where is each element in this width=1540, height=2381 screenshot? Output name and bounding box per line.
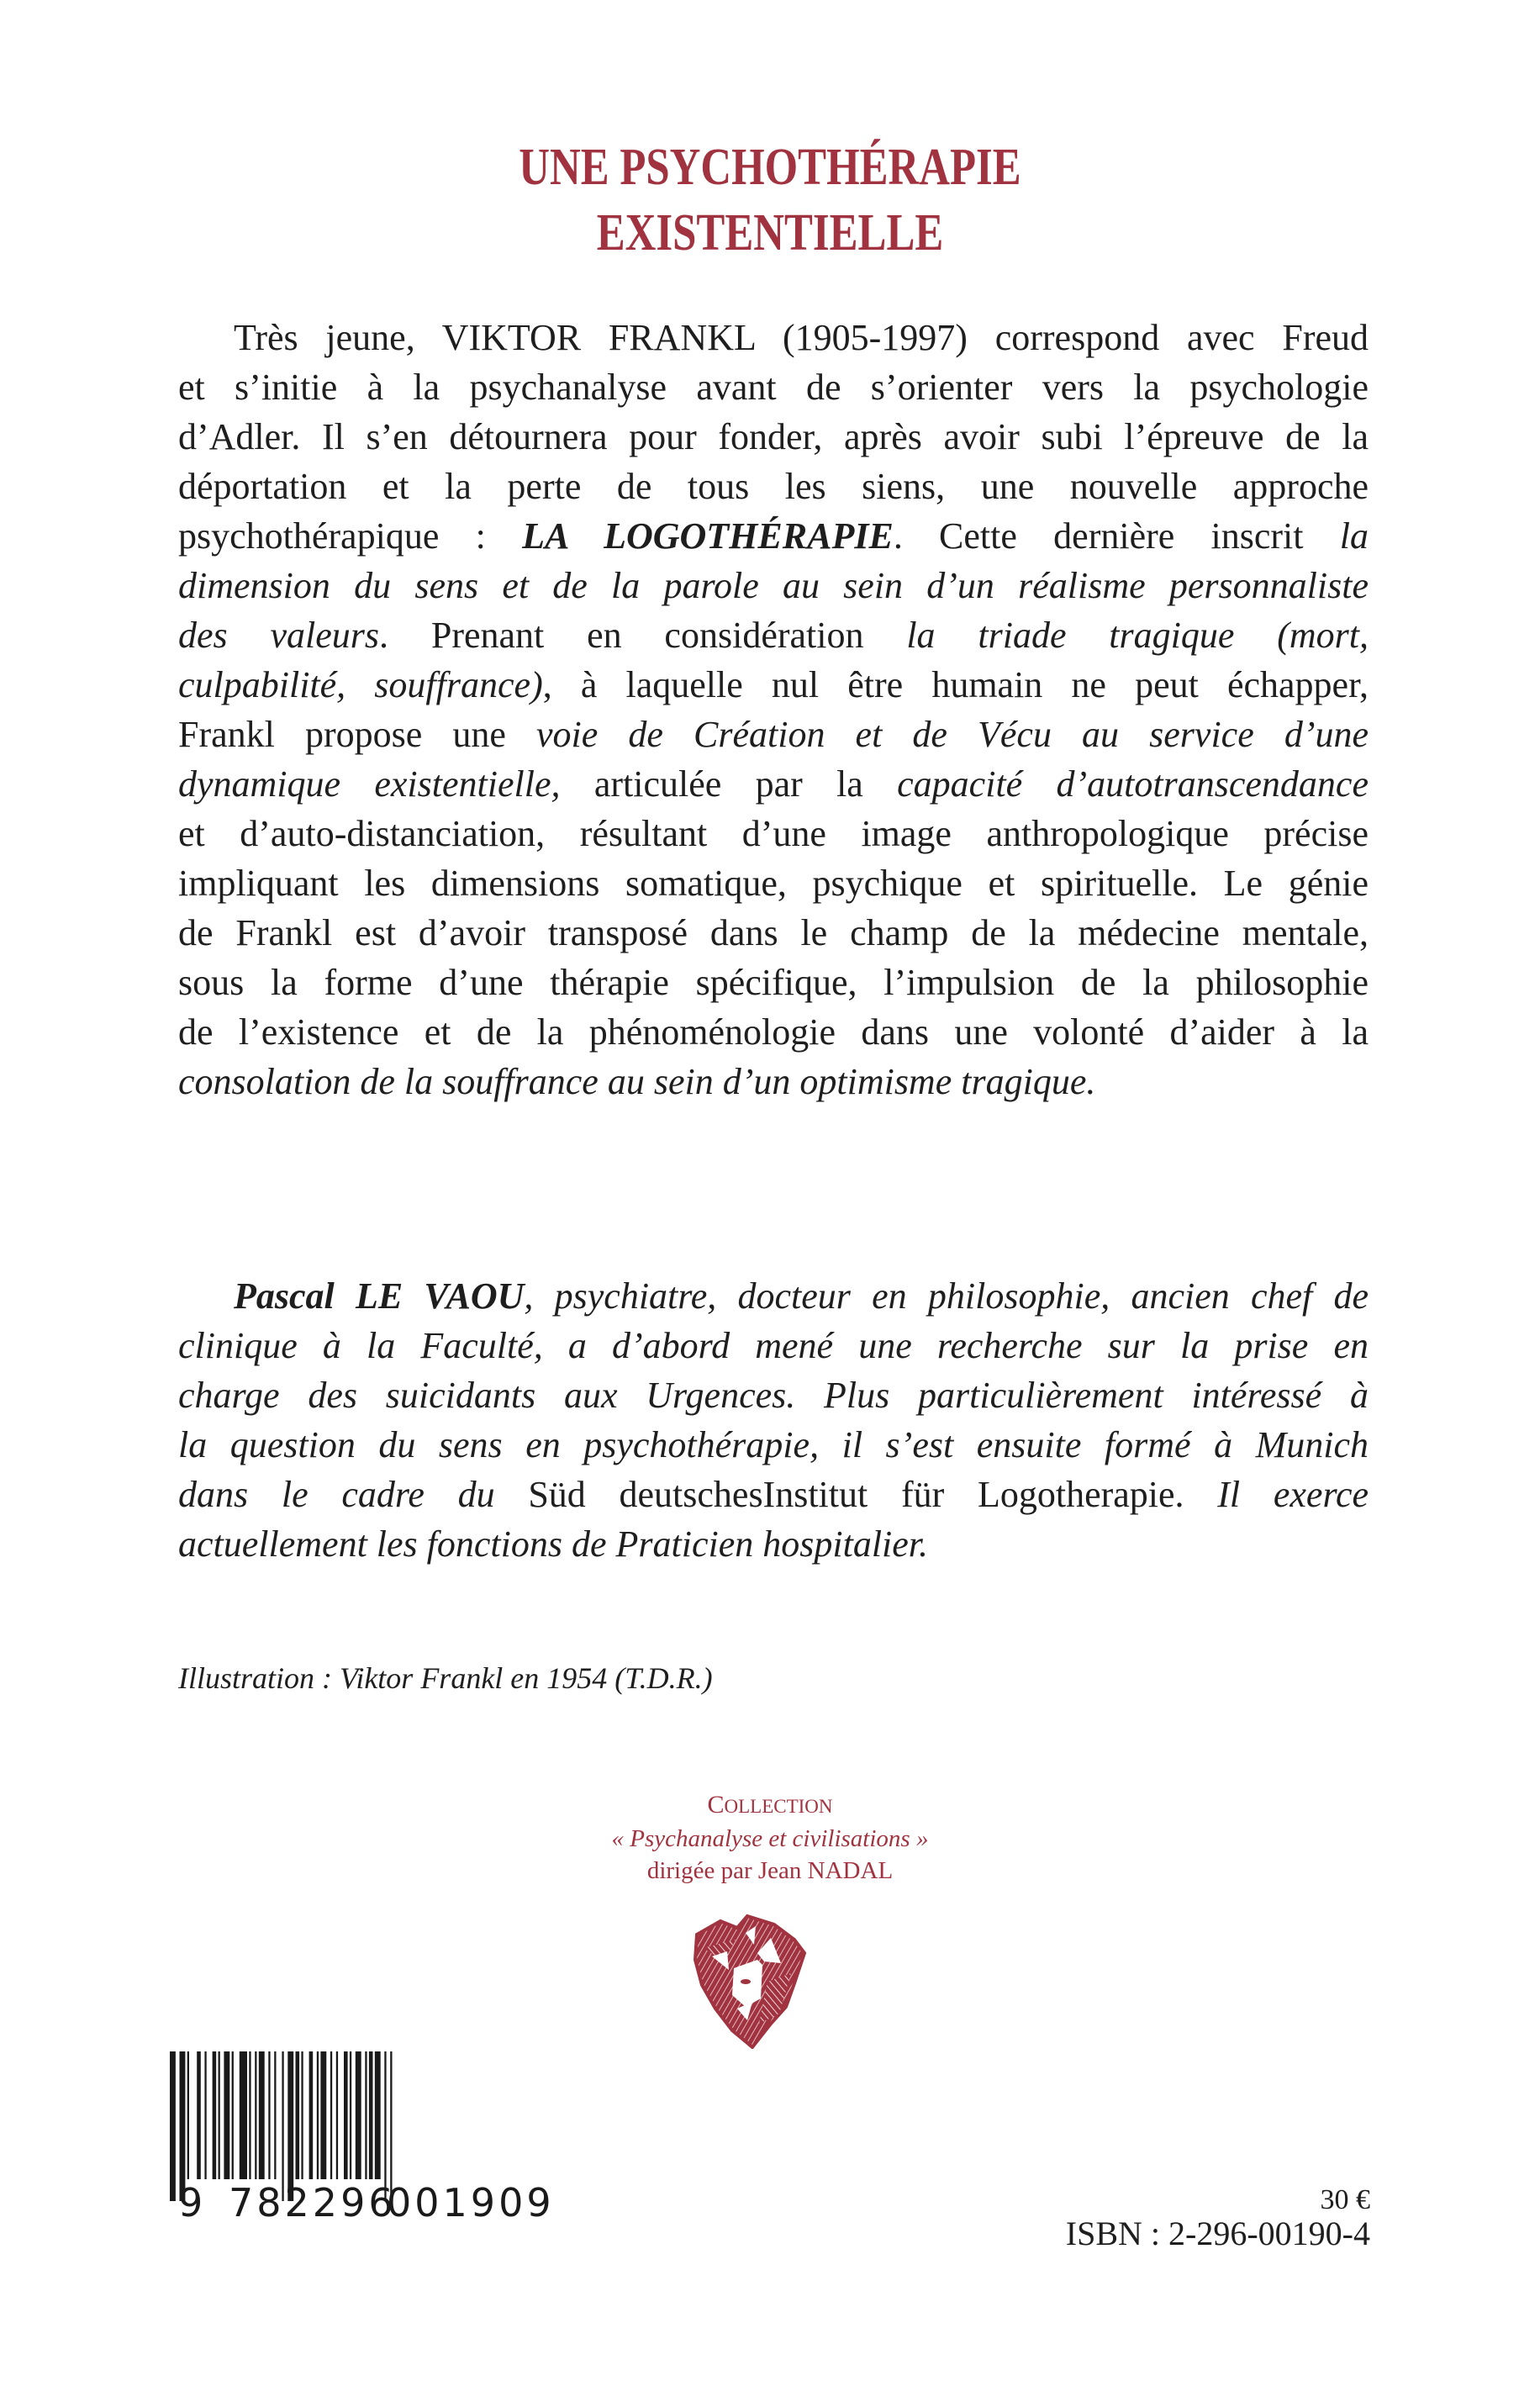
- price: 30 €: [1320, 2184, 1370, 2215]
- text-line: dans le cadre du Süd deutschesInstitut für Logotherapie. Il exerce: [178, 1474, 1369, 1515]
- barcode-first-digit: 9: [178, 2180, 203, 2225]
- text-line: culpabilité, souffrance), à laquelle nul être humain ne peut échapper,: [178, 664, 1369, 705]
- text-line: Très jeune, VIKTOR FRANKL (1905-1997) correspond avec Freud: [234, 317, 1369, 358]
- book-summary: [178, 313, 1369, 1106]
- collection-info: [602, 1789, 938, 1887]
- text-line: dynamique existentielle, articulée par la capacité d’autotranscendance: [178, 763, 1369, 805]
- text-line: impliquant les dimensions somatique, psychique et spirituelle. Le génie: [178, 863, 1369, 904]
- barcode-left-digits: 782296: [229, 2180, 397, 2225]
- text-line: charge des suicidants aux Urgences. Plus particulièrement intéressé à: [178, 1375, 1369, 1416]
- text-line: d’Adler. Il s’en détournera pour fonder, après avoir subi l’épreuve de la: [178, 416, 1369, 457]
- text-line: Pascal LE VAOU, psychiatre, docteur en philosophie, ancien chef de: [234, 1275, 1369, 1317]
- text-line: actuellement les fonctions de Praticien hospitalier.: [178, 1523, 929, 1565]
- book-title-line-1: UNE PSYCHOTHÉRAPIE: [519, 139, 1021, 196]
- text-line: de Frankl est d’avoir transposé dans le champ de la médecine mentale,: [178, 912, 1369, 953]
- publisher-emblem-icon: [687, 1914, 813, 2049]
- text-line: consolation de la souffrance au sein d’un optimisme tragique.: [178, 1061, 1096, 1102]
- text-line: Frankl propose une voie de Création et de Vécu au service d’une: [178, 714, 1369, 755]
- barcode-right-digits: 001909: [387, 2180, 555, 2225]
- text-line: dimension du sens et de la parole au sein d’un réalisme personnaliste: [178, 565, 1369, 606]
- book-title-line-2: EXISTENTIELLE: [596, 204, 944, 261]
- illustration-credit: Illustration : Viktor Frankl en 1954 (T.D.R.): [178, 1661, 713, 1695]
- text-line: sous la forme d’une thérapie spécifique, l’impulsion de la philosophie: [178, 962, 1369, 1003]
- collection-label: COLLECTION: [707, 1791, 833, 1819]
- book-title: [139, 135, 1401, 266]
- text-line: des valeurs. Prenant en considération la triade tragique (mort,: [178, 615, 1369, 656]
- text-line: déportation et la perte de tous les siens, une nouvelle approche: [178, 466, 1369, 507]
- text-line: la question du sens en psychothérapie, il s’est ensuite formé à Munich: [178, 1424, 1369, 1465]
- text-line: et s’initie à la psychanalyse avant de s’orienter vers la psychologie: [178, 367, 1369, 408]
- text-line: et d’auto-distanciation, résultant d’une image anthropologique précise: [178, 813, 1369, 854]
- collection-series-name: « Psychanalyse et civilisations »: [611, 1825, 929, 1852]
- text-line: de l’existence et de la phénoménologie dans une volonté d’aider à la: [178, 1011, 1369, 1053]
- text-line: clinique à la Faculté, a d’abord mené une recherche sur la prise en: [178, 1325, 1369, 1366]
- isbn: ISBN : 2-296-00190-4: [1065, 2215, 1370, 2252]
- author-bio: [178, 1271, 1369, 1569]
- collection-director: dirigée par Jean NADAL: [646, 1857, 894, 1884]
- text-line: psychothérapique : LA LOGOTHÉRAPIE. Cette dernière inscrit la: [178, 515, 1369, 557]
